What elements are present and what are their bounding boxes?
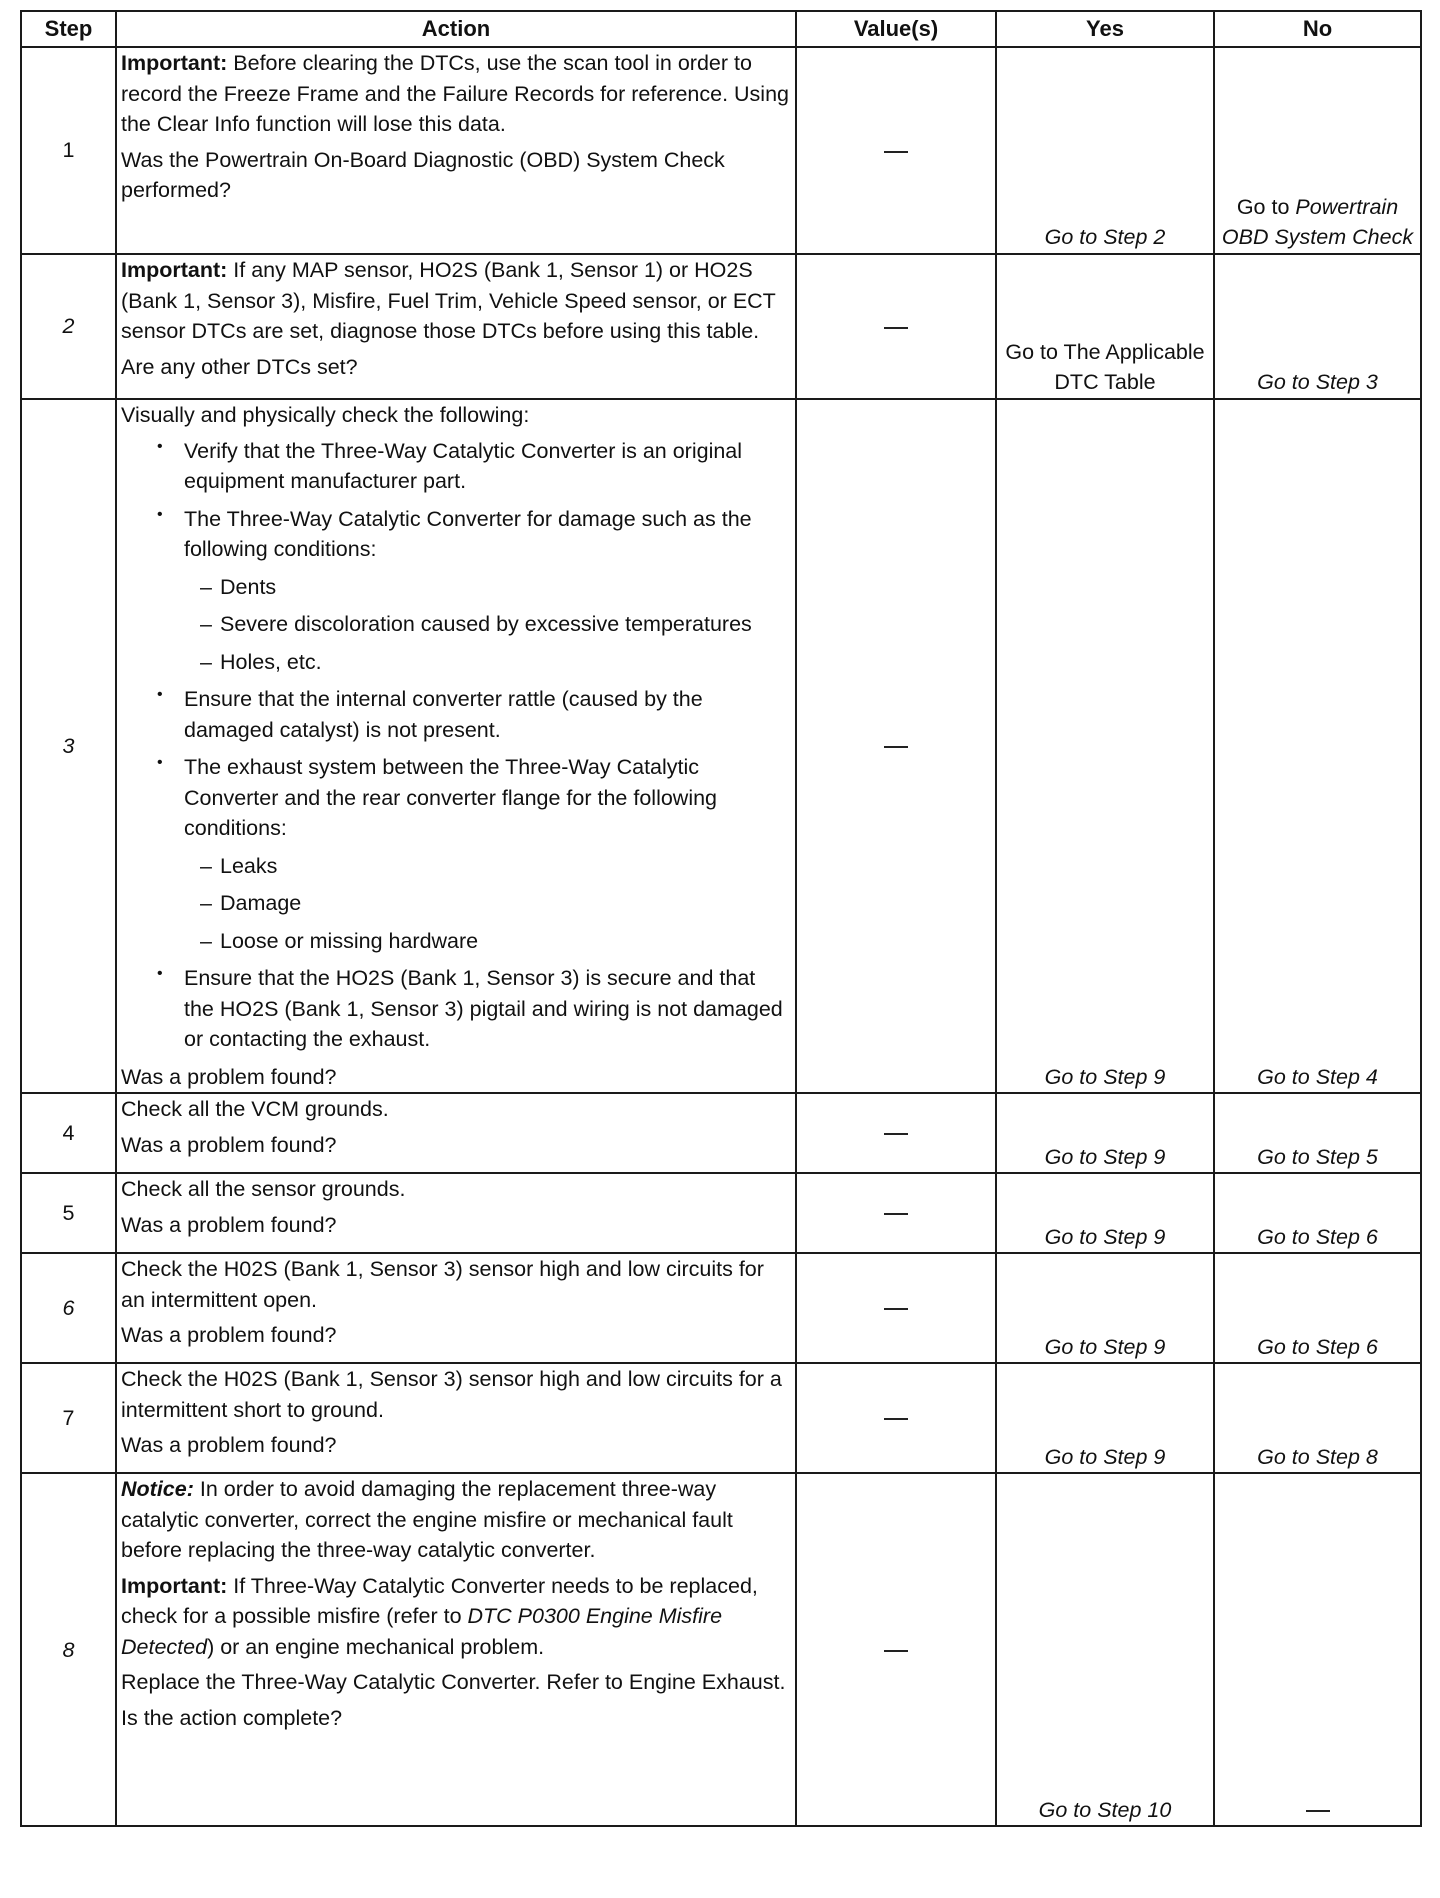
important-text: Before clearing the DTCs, use the scan tool in order to record the Freeze Frame and the Failure Records for reference. Using the Clear Info function will lose this data. <box>121 51 789 137</box>
step-number: 5 <box>21 1173 116 1253</box>
dash-mark <box>884 1650 908 1652</box>
bullet-item: • The exhaust system between the Three-Way Catalytic Converter and the rear converter flange for the following conditions: <box>121 752 791 844</box>
intro-text: Visually and physically check the following: <box>121 403 530 427</box>
action-text: Check the H02S (Bank 1, Sensor 3) sensor high and low circuits for an intermittent open. <box>121 1257 764 1312</box>
sub-item: – Damage <box>121 888 791 919</box>
important-text-end: ) or an engine mechanical problem. <box>207 1634 545 1659</box>
no-cell <box>1214 1473 1421 1826</box>
question-text: Are any other DTCs set? <box>121 354 358 379</box>
no-cell: Go to Step 5 <box>1214 1093 1421 1173</box>
no-cell: Go to Step 4 <box>1214 399 1421 1093</box>
action-text: Check all the VCM grounds. <box>121 1097 389 1122</box>
action-text: Check all the sensor grounds. <box>121 1177 406 1202</box>
table-row <box>21 399 1421 1093</box>
no-cell: Go to Step 3 <box>1214 254 1421 399</box>
yes-cell: Go to Step 9 <box>996 1173 1214 1253</box>
value-cell <box>796 254 996 399</box>
bullet-item: • Ensure that the internal converter rattle (caused by the damaged catalyst) is not present. <box>121 684 791 745</box>
action-cell <box>116 1093 796 1173</box>
table-row <box>21 254 1421 399</box>
action-cell <box>116 1473 796 1826</box>
step-number: 3 <box>21 399 116 1093</box>
table-row <box>21 1253 1421 1363</box>
yes-cell: Go to Step 9 <box>996 399 1214 1093</box>
dash-mark <box>884 1308 908 1310</box>
value-cell <box>796 47 996 254</box>
dash-mark <box>884 1133 908 1135</box>
dash-mark <box>1306 1810 1330 1812</box>
no-cell: Go to Step 6 <box>1214 1173 1421 1253</box>
notice-text: In order to avoid damaging the replacement three-way catalytic converter, correct the engine misfire or mechanical fault before replacing the three-way catalytic converter. <box>121 1477 733 1563</box>
step-number: 8 <box>21 1473 116 1826</box>
step-number: 2 <box>21 254 116 399</box>
header-action: Action <box>116 11 796 47</box>
sub-item: – Holes, etc. <box>121 647 791 678</box>
important-note <box>121 255 791 347</box>
question-text: Was the Powertrain On-Board Diagnostic (OBD) System Check performed? <box>121 147 725 203</box>
bullet-item: • The Three-Way Catalytic Converter for damage such as the following conditions: <box>121 504 791 565</box>
header-yes: Yes <box>996 11 1214 47</box>
notice-note <box>121 1474 791 1566</box>
header-values: Value(s) <box>796 11 996 47</box>
yes-cell: Go to The Applicable DTC Table <box>996 254 1214 399</box>
question-text: Was a problem found? <box>121 1323 337 1348</box>
value-cell <box>796 1093 996 1173</box>
important-label: Important: <box>121 51 228 75</box>
important-note <box>121 48 791 140</box>
table-row <box>21 47 1421 254</box>
header-no: No <box>1214 11 1421 47</box>
dash-mark <box>884 151 908 153</box>
step-number: 7 <box>21 1363 116 1473</box>
diagnostic-table <box>20 10 1422 1827</box>
table-row <box>21 1093 1421 1173</box>
no-prefix: Go to <box>1236 194 1296 219</box>
bullet-item: • Ensure that the HO2S (Bank 1, Sensor 3) is secure and that the HO2S (Bank 1, Sensor 3) pigtail and wiring is not damaged or contacting the exhaust. <box>121 963 791 1055</box>
important-text: If any MAP sensor, HO2S (Bank 1, Sensor 1) or HO2S (Bank 1, Sensor 3), Misfire, Fuel Trim, Vehicle Speed sensor, or ECT sensor DTCs are set, diagnose those DTCs before using this table. <box>121 258 776 344</box>
important-label: Important: <box>121 1573 228 1598</box>
dtc-link: DTC P0300 Engine Misfire Detected <box>121 1604 723 1659</box>
yes-cell: Go to Step 9 <box>996 1253 1214 1363</box>
action-cell <box>116 399 796 1093</box>
question-text: Was a problem found? <box>121 1212 337 1237</box>
important-text: If Three-Way Catalytic Converter needs to be replaced, check for a possible misfire (refer to <box>121 1573 758 1629</box>
sub-item: – Leaks <box>121 851 791 882</box>
no-link: Powertrain OBD System Check <box>1221 194 1414 250</box>
value-cell <box>796 1253 996 1363</box>
question-text: Was a problem found? <box>121 1132 337 1157</box>
dash-mark <box>884 327 908 329</box>
table-row <box>21 1473 1421 1826</box>
action-cell <box>116 1363 796 1473</box>
no-cell: Go to Step 8 <box>1214 1363 1421 1473</box>
step-number: 6 <box>21 1253 116 1363</box>
bullet-item: • Verify that the Three-Way Catalytic Converter is an original equipment manufacturer part. <box>121 436 791 497</box>
question-text: Was a problem found? <box>121 1433 337 1458</box>
yes-cell: Go to Step 10 <box>996 1473 1214 1826</box>
header-step: Step <box>21 11 116 47</box>
sub-item: – Severe discoloration caused by excessive temperatures <box>121 609 791 640</box>
sub-item: – Dents <box>121 572 791 603</box>
no-cell: Go to Step 6 <box>1214 1253 1421 1363</box>
step-number: 1 <box>21 47 116 254</box>
yes-cell: Go to Step 2 <box>996 47 1214 254</box>
table-row <box>21 1363 1421 1473</box>
value-cell <box>796 1473 996 1826</box>
action-cell <box>116 254 796 399</box>
dash-mark <box>884 746 908 748</box>
action-cell <box>116 1253 796 1363</box>
action-text: Check the H02S (Bank 1, Sensor 3) sensor high and low circuits for a intermittent short to ground. <box>121 1367 782 1422</box>
step-number: 4 <box>21 1093 116 1173</box>
dash-mark <box>884 1418 908 1420</box>
value-cell <box>796 1363 996 1473</box>
table-row <box>21 1173 1421 1253</box>
action-cell <box>116 1173 796 1253</box>
notice-label: Notice: <box>121 1477 194 1502</box>
question-text: Is the action complete? <box>121 1705 343 1730</box>
header-row <box>21 11 1421 47</box>
important-note <box>121 1571 791 1663</box>
sub-item: – Loose or missing hardware <box>121 926 791 957</box>
question-text: Was a problem found? <box>121 1064 337 1089</box>
value-cell <box>796 1173 996 1253</box>
no-cell <box>1214 47 1421 254</box>
replace-text: Replace the Three-Way Catalytic Converter. Refer to Engine Exhaust. <box>121 1670 786 1695</box>
yes-cell: Go to Step 9 <box>996 1363 1214 1473</box>
important-label: Important: <box>121 258 228 282</box>
yes-cell: Go to Step 9 <box>996 1093 1214 1173</box>
action-cell <box>116 47 796 254</box>
dash-mark <box>884 1213 908 1215</box>
value-cell <box>796 399 996 1093</box>
